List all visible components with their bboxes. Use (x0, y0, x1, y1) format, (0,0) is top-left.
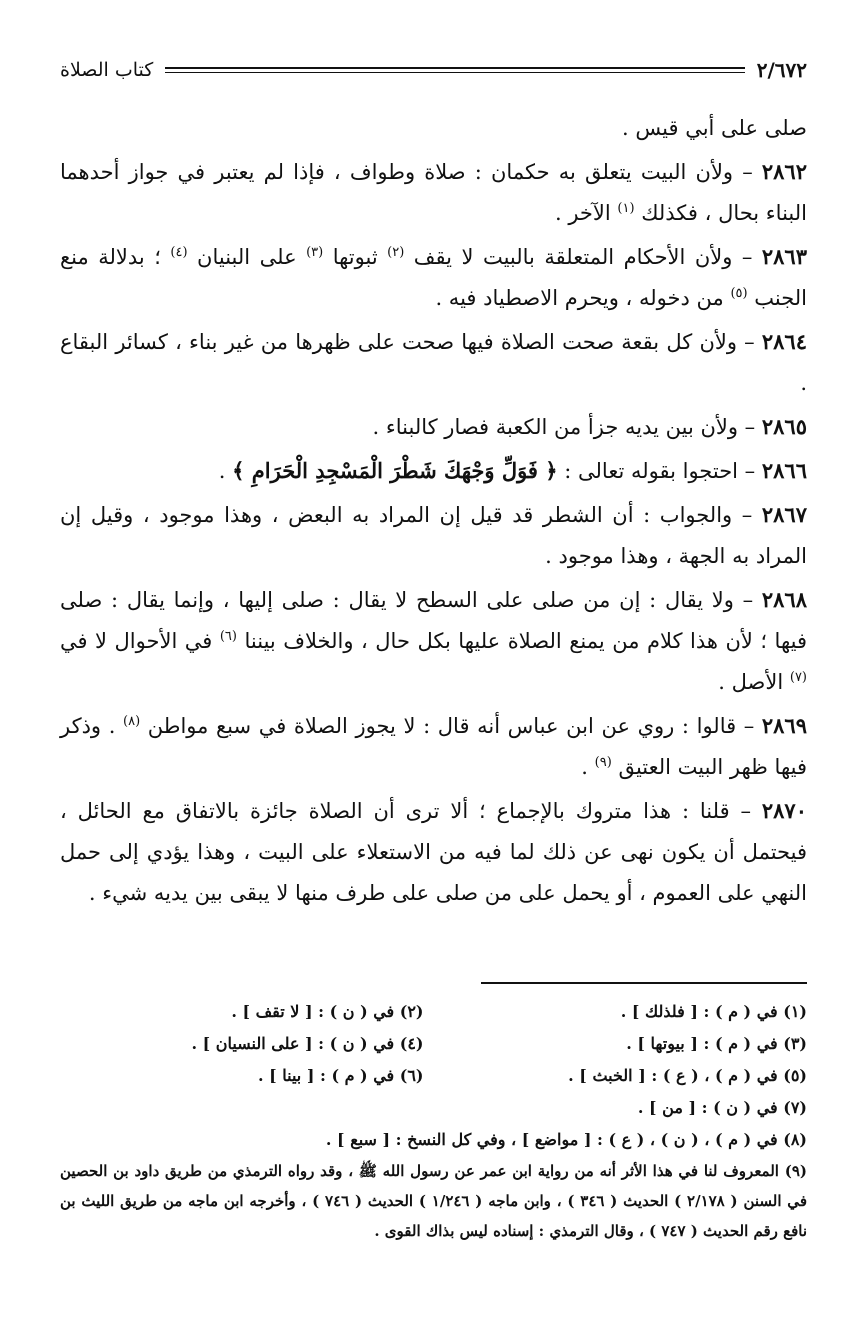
paragraph-number: ٢٨٦٣ (761, 244, 807, 269)
footnote-marker: (٥) (730, 286, 748, 301)
footnote: (٤) في ( ن ) : [ على النسيان ] . (191, 1034, 424, 1053)
paragraph-number: ٢٨٦٦ (761, 458, 807, 483)
paragraph (60, 579, 807, 703)
footnotes (60, 996, 807, 1246)
footnote-marker: (٢) (387, 245, 405, 260)
quran-verse: ﴿ فَوَلِّ وَجْهَكَ شَطْرَ الْمَسْجِدِ الْحَرَامِ ﴾ (232, 458, 558, 483)
footnote-marker: (١) (617, 201, 635, 216)
text-run: – ولأن البيت يتعلق به حكمان : صلاة وطواف ، فإذا لم يعتبر في جواز أحدهما البناء بحال ، فكذلك (60, 160, 807, 225)
footnote: (٥) في ( م ) ، ( ع ) : [ الخبث ] . (568, 1066, 807, 1085)
text-run: الآخر . (554, 201, 618, 225)
paragraph (60, 236, 807, 319)
footnote-7: (٧) في ( ن ) : [ من ] . (637, 1098, 807, 1117)
paragraph-number: ٢٨٦٩ (761, 713, 807, 738)
paragraph-number: ٢٨٦٢ (761, 159, 807, 184)
main-text (60, 108, 807, 916)
page-header (60, 52, 807, 88)
footnote-marker: (٣) (306, 245, 324, 260)
text-run: – قلنا : هذا متروك بالإجماع ؛ ألا ترى أن الصلاة جائزة بالاتفاق مع الحائل ، فيحتمل أن يكون نهى عن ذلك لما فيه من الاستعلاء على البيت ، وهذا يؤدي إلى حمل النهي على العموم ، أو يحمل على من صلى على طرف منها لا يبقى بين يديه شيء . (60, 799, 807, 905)
footnote-9: (٩) المعروف لنا في هذا الأثر أنه من رواية ابن عمر عن رسول الله ﷺ ، وقد رواه الترمذي من طريق داود بن الحصين في السنن ( ٢/١٧٨ ) الحديث ( ٣٤٦ ) ، وابن ماجه ( ١/٢٤٦ ) الحديث ( ٧٤٦ ) ، وأخرجه ابن ماجه من طريق الليث بن نافع رقم الحديث ( ٧٤٧ ) ، وقال الترمذي : إسناده ليس بذاك القوى . (60, 1162, 807, 1240)
text-run: – احتجوا بقوله تعالى : (557, 459, 762, 483)
footnote-marker: (٨) (123, 714, 141, 729)
text-run: ؛ بدلالة منع الجنب (60, 245, 807, 310)
text-run: . (581, 755, 595, 779)
text-run: في الأحوال لا في (60, 629, 220, 653)
text-run: على البنيان (187, 245, 307, 269)
text-run: – ولأن الأحكام المتعلقة بالبيت لا يقف (404, 245, 762, 269)
footnote-marker: (٩) (594, 755, 612, 770)
paragraph-number: ٢٨٦٨ (761, 587, 807, 612)
text-run: – قالوا : روي عن ابن عباس أنه قال : لا يجوز الصلاة في سبع مواطن (140, 714, 762, 738)
footnote-marker: (٧) (789, 670, 807, 685)
paragraph (60, 705, 807, 788)
book-title: كتاب الصلاة (60, 59, 154, 81)
footnote-marker: (٦) (219, 629, 237, 644)
text-run: – والجواب : أن الشطر قد قيل إن المراد به البعض ، وهذا موجود ، وقيل إن المراد به الجهة ، وهذا موجود . (60, 503, 807, 568)
text-run: – ولأن بين يديه جزأ من الكعبة فصار كالبناء . (372, 415, 762, 439)
paragraph (60, 406, 807, 448)
paragraph-number: ٢٨٧٠ (761, 798, 807, 823)
paragraph (60, 321, 807, 404)
text-run: . وذكر فيها ظهر البيت العتيق (60, 714, 807, 779)
paragraph (60, 494, 807, 577)
text-run: – ولأن كل بقعة صحت الصلاة فيها صحت على ظهرها من غير بناء ، كسائر البقاع . (60, 330, 807, 395)
paragraph (60, 151, 807, 234)
paragraph-number: ٢٨٦٧ (761, 502, 807, 527)
text-run: ثبوتها (323, 245, 388, 269)
paragraph-number: ٢٨٦٥ (761, 414, 807, 439)
paragraph (60, 450, 807, 492)
text-run: الأصل . (718, 670, 790, 694)
text-run: صلى على أبي قيس . (622, 116, 807, 140)
footnote: (٣) في ( م ) : [ بيوتها ] . (626, 1034, 807, 1053)
text-run: من دخوله ، ويحرم الاصطياد فيه . (435, 286, 731, 310)
footnote: (١) في ( م ) : [ فلذلك ] . (620, 1002, 807, 1021)
paragraph (60, 108, 807, 149)
header-rule (165, 67, 744, 73)
page-number: ٢/٦٧٢ (756, 58, 807, 82)
footnote: (٦) في ( م ) : [ بينا ] . (257, 1066, 424, 1085)
text-run: – ولا يقال : إن من صلى على السطح لا يقال : صلى إليها ، وإنما يقال : صلى فيها ؛ لأن هذا كلام من يمنع الصلاة عليها بكل حال ، والخلاف بيننا (60, 588, 807, 653)
footnote: (٢) في ( ن ) : [ لا تقف ] . (231, 1002, 424, 1021)
footnote-marker: (٤) (170, 245, 188, 260)
paragraph-number: ٢٨٦٤ (761, 329, 807, 354)
text-run: . (218, 459, 233, 483)
footnote-8: (٨) في ( م ) ، ( ن ) ، ( ع ) : [ مواضع ] ، وفي كل النسخ : [ سبع ] . (325, 1130, 807, 1149)
paragraph (60, 790, 807, 914)
footnote-separator (481, 982, 807, 984)
footnote-grid (60, 996, 807, 1092)
